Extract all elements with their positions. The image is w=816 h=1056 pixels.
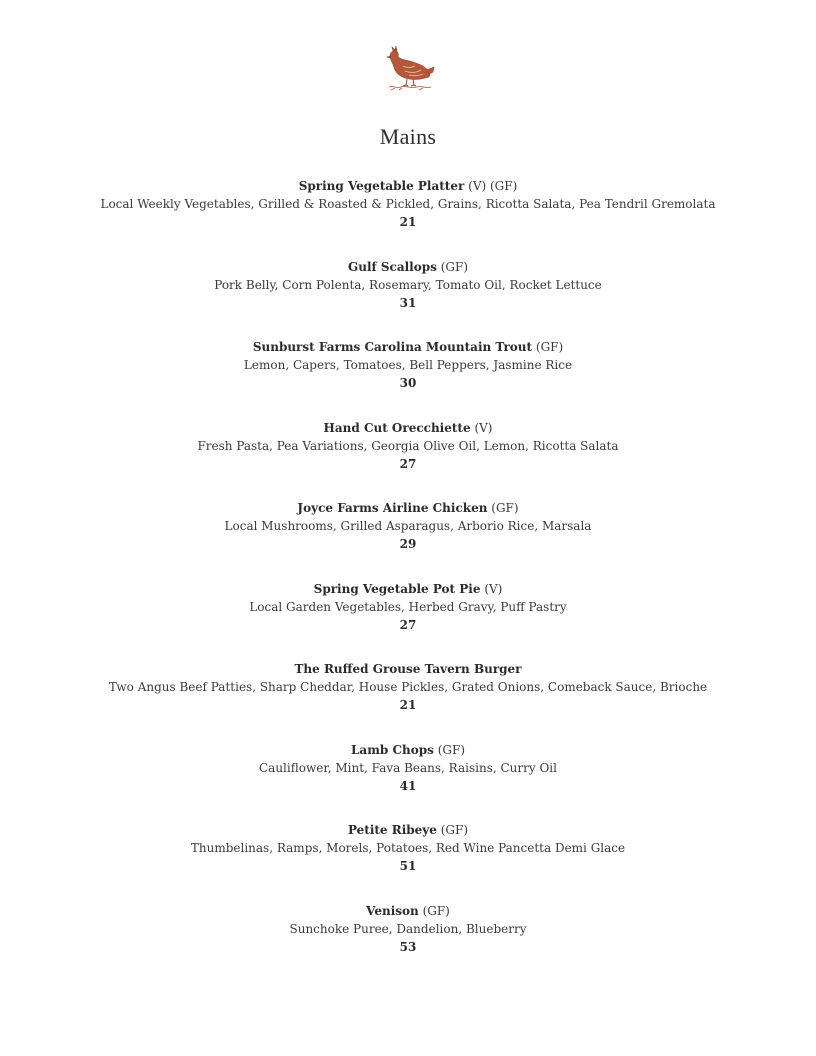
menu-item	[0, 338, 816, 419]
dish-title-line	[0, 741, 816, 759]
section-title: Mains	[379, 124, 437, 149]
menu-item	[0, 580, 816, 661]
dish-description: Lemon, Capers, Tomatoes, Bell Peppers, Jasmine Rice	[243, 358, 573, 372]
menu-list	[0, 177, 816, 982]
dish-description: Cauliflower, Mint, Fava Beans, Raisins, Curry Oil	[258, 760, 557, 775]
dietary-tags: (GF)	[437, 742, 465, 757]
menu-item	[0, 419, 816, 500]
dish-title-line	[0, 258, 816, 276]
dietary-tags: (GF)	[422, 903, 450, 918]
menu-item	[0, 258, 816, 339]
grouse-bird-icon	[383, 44, 435, 92]
dietary-tags: (V)	[474, 420, 493, 435]
menu-item	[0, 741, 816, 822]
dish-price: 30	[399, 376, 417, 390]
dietary-tags: (GF)	[535, 340, 564, 354]
dish-price: 53	[399, 939, 417, 954]
dish-name: Spring Vegetable Pot Pie	[313, 581, 481, 596]
dietary-tags: (GF)	[440, 259, 468, 274]
dietary-tags: (GF)	[491, 501, 519, 515]
menu-item	[0, 660, 816, 741]
dietary-tags: (GF)	[440, 823, 469, 837]
dish-price: 21	[399, 215, 417, 229]
dish-description: Local Weekly Vegetables, Grilled & Roasted & Pickled, Grains, Ricotta Salata, Pea Tendril Gremolata	[100, 197, 716, 211]
dish-title-line	[0, 660, 816, 678]
dish-description: Two Angus Beef Patties, Sharp Cheddar, House Pickles, Grated Onions, Comeback Sauce, Brioche	[108, 680, 708, 694]
menu-item	[0, 499, 816, 580]
dish-title-line	[0, 338, 816, 356]
dish-title-line	[0, 902, 816, 920]
dish-name: Petite Ribeye	[347, 823, 437, 837]
dish-title-line	[0, 821, 816, 839]
dish-description: Fresh Pasta, Pea Variations, Georgia Olive Oil, Lemon, Ricotta Salata	[197, 438, 619, 453]
dish-title-line	[0, 580, 816, 598]
dish-description: Thumbelinas, Ramps, Morels, Potatoes, Red Wine Pancetta Demi Glace	[190, 841, 626, 855]
dish-name: Gulf Scallops	[348, 259, 437, 274]
dietary-tags: (V) (GF)	[468, 179, 518, 193]
menu-item	[0, 902, 816, 983]
dish-name: Sunburst Farms Carolina Mountain Trout	[252, 340, 533, 354]
dish-title-line	[0, 499, 816, 517]
menu-item	[0, 821, 816, 902]
dish-price: 29	[399, 537, 417, 551]
dish-description: Sunchoke Puree, Dandelion, Blueberry	[289, 921, 527, 936]
dish-title-line	[0, 419, 816, 437]
dietary-tags: (V)	[484, 581, 503, 596]
dish-price: 21	[399, 698, 417, 712]
dish-price: 27	[399, 617, 417, 632]
dish-price: 27	[399, 456, 417, 471]
dish-description: Pork Belly, Corn Polenta, Rosemary, Tomato Oil, Rocket Lettuce	[214, 277, 602, 292]
menu-item	[0, 177, 816, 258]
dish-description: Local Garden Vegetables, Herbed Gravy, Puff Pastry	[249, 599, 567, 614]
dish-description: Local Mushrooms, Grilled Asparagus, Arborio Rice, Marsala	[224, 519, 592, 533]
dish-title-line	[0, 177, 816, 195]
dish-price: 31	[399, 295, 417, 310]
dish-price: 51	[399, 859, 417, 873]
dish-name: Venison	[366, 903, 419, 918]
dish-name: Hand Cut Orecchiette	[323, 420, 471, 435]
dish-name: Joyce Farms Airline Chicken	[297, 501, 488, 515]
dish-price: 41	[399, 778, 417, 793]
dish-name: The Ruffed Grouse Tavern Burger	[294, 662, 522, 676]
dish-name: Lamb Chops	[350, 742, 434, 757]
dish-name: Spring Vegetable Platter	[298, 179, 465, 193]
